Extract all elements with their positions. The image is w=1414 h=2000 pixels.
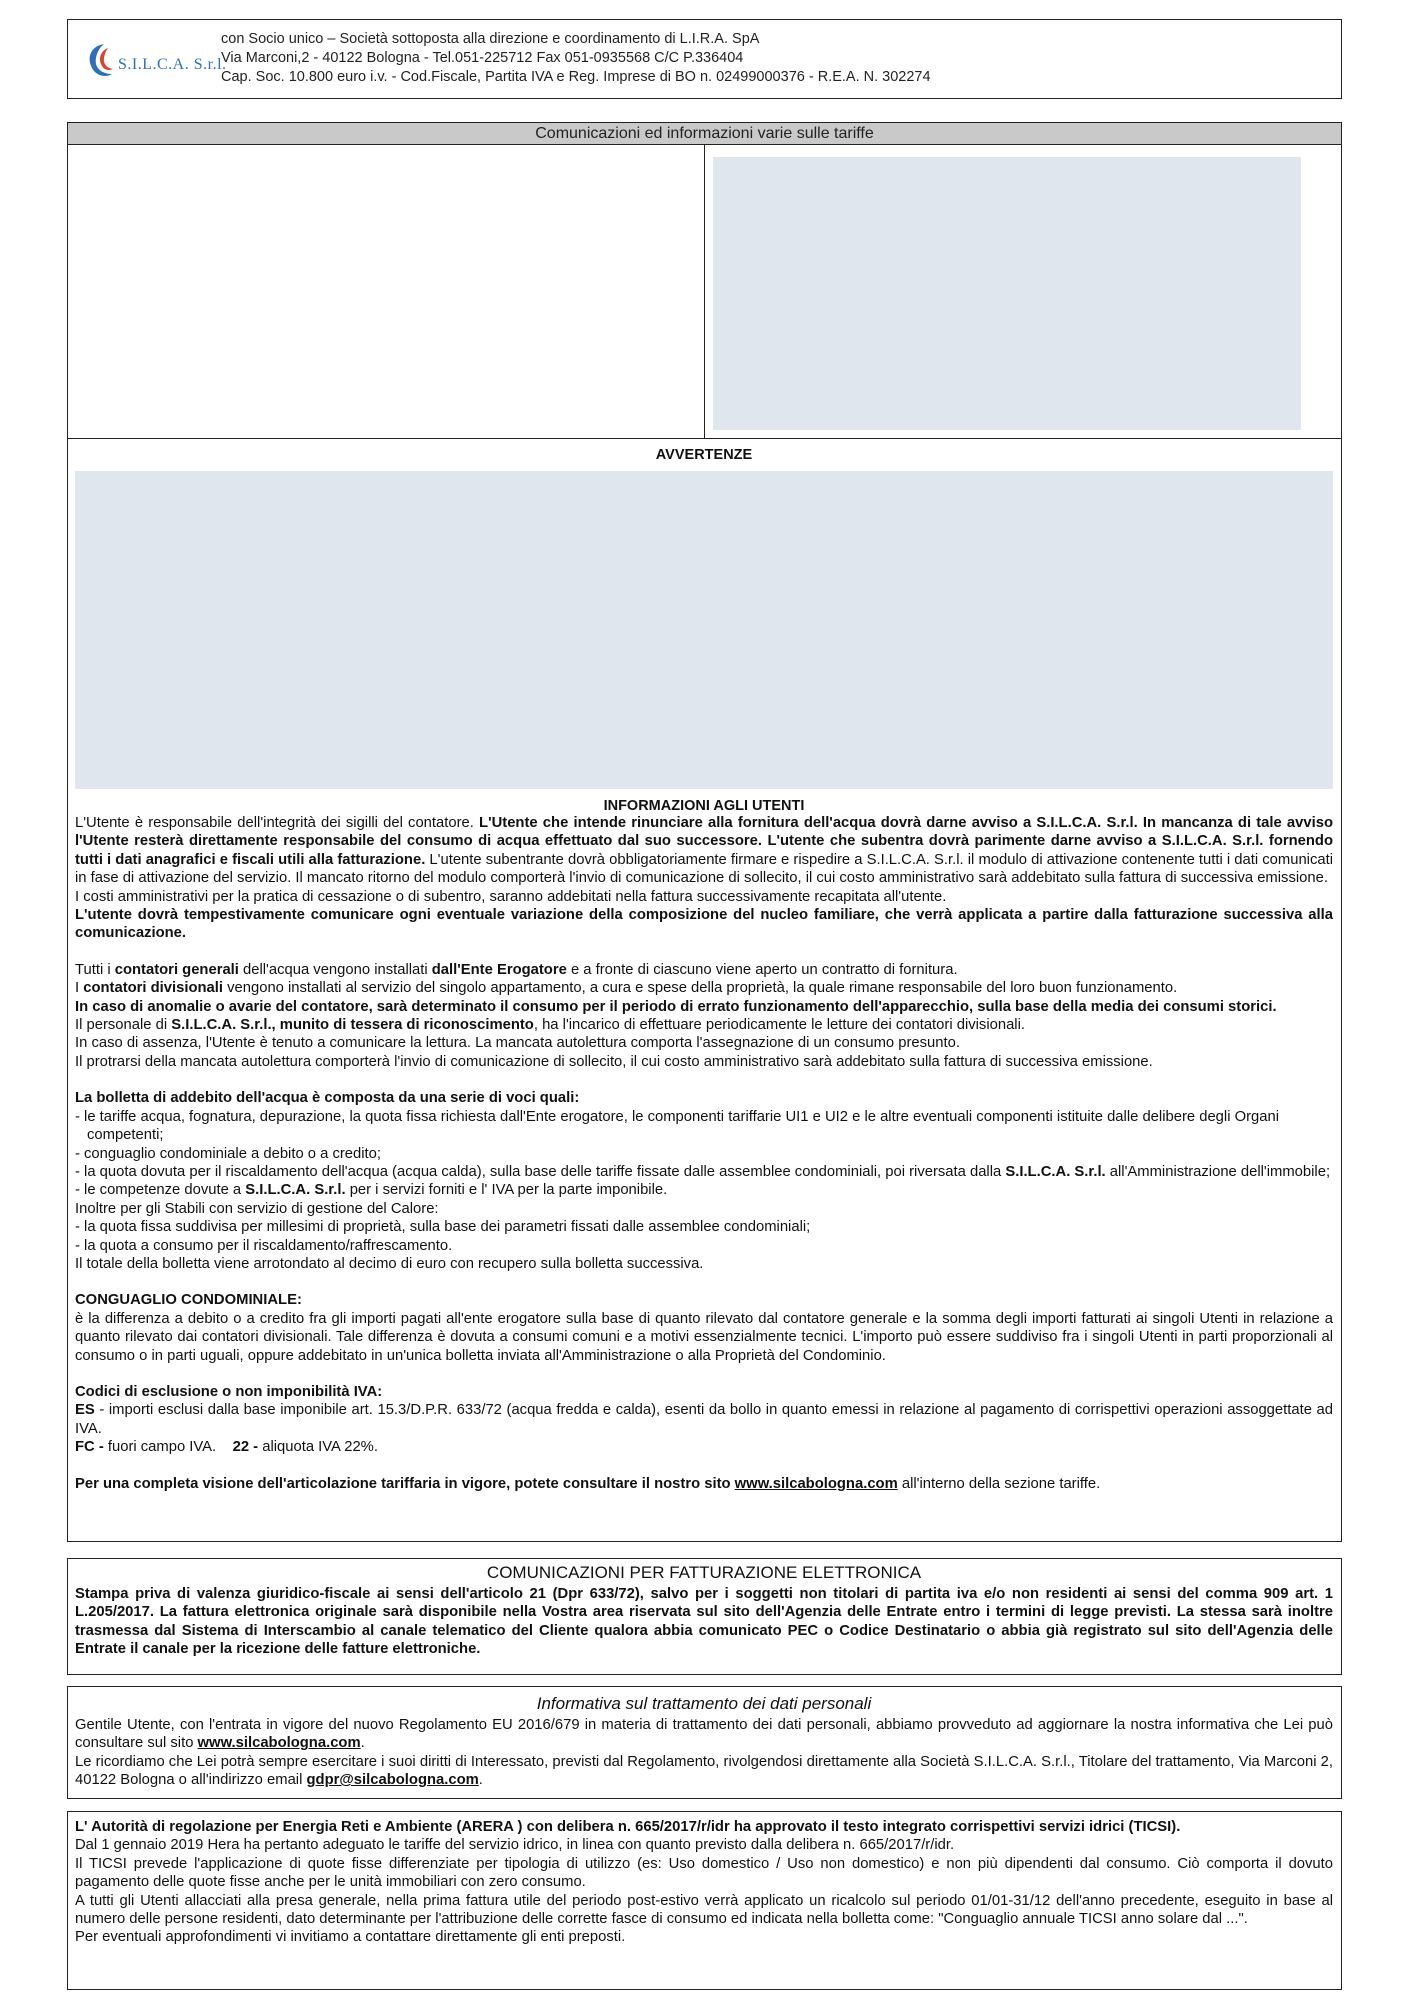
privacy-notice-box [67,1686,1342,1799]
tariff-communications-box [67,122,1342,439]
bill-title: La bolletta di addebito dell'acqua è composta da una serie di voci quali: [75,1090,580,1107]
logo-swirl-icon [82,38,122,82]
bill-item-7: - la quota a consumo per il riscaldamento/raffrescamento. [75,1237,453,1254]
bill-item-6: - la quota fissa suddivisa per millesimi di proprietà, sulla base dei parametri fissati dalle assemblee condominiali; [75,1219,811,1236]
header-line-1: con Socio unico – Società sottoposta alla direzione e coordinamento di L.I.R.A. SpA [221,31,760,47]
bill-item-4: - le competenze dovute a S.I.L.C.A. S.r.l. per i servizi forniti e l' IVA per la parte imponibile. [75,1182,668,1199]
info-paragraph-3: L'utente dovrà tempestivamente comunicare ogni eventuale variazione della composizione del nucleo familiare, che verrà applicata a partire dalla fatturazione successiva alla comunicazione. [75,907,1333,942]
tariff-communications-title: Comunicazioni ed informazioni varie sulle tariffe [68,123,1341,145]
header-line-3: Cap. Soc. 10.800 euro i.v. - Cod.Fiscale, Partita IVA e Reg. Imprese di BO n. 02499000376 - R.E.A. N. 302274 [221,69,931,85]
info-paragraph-1: L'Utente è responsabile dell'integrità dei sigilli del contatore. L'Utente che intende rinunciare alla fornitura dell'acqua dovrà darne avviso a S.I.L.C.A. S.r.l. In mancanza di tale avviso l'Utente resterà direttamente responsabile del consumo di acqua effettuato dal suo successore. L'utente che subentra dovrà parimente darne avviso a S.I.L.C.A. S.r.l. fornendo tutti i dati anagrafici e fiscali utili alla fatturazione. L'utente subentrante dovrà obbligatoriamente firmare e rispedire a S.I.L.C.A. S.r.l. il modulo di attivazione contenente tutti i dati comunicati in fase di attivazione del servizio. Il mancato ritorno del modulo comporterà l'invio di comunicazione di sollecito, il cui costo amministrativo sarà addebitato sulla fattura di successiva emissione. [75,815,1333,887]
bill-item-1: - le tariffe acqua, fognatura, depurazione, la quota fissa richiesta dall'Ente erogatore, le componenti tariffarie UI1 e UI2 e le altre eventuali componenti istituite dalle delibere degli Organi competenti; [75,1108,1280,1144]
info-paragraph-5: I contatori divisionali vengono installati al servizio del singolo appartamento, a cura e spese della proprietà, la quale rimane responsabile del loro buon funzionamento. [75,980,1178,997]
silca-website-link[interactable]: www.silcabologna.com [197,1735,361,1752]
arera-paragraph-1: L' Autorità di regolazione per Energia Reti e Ambiente (ARERA ) con delibera n. 665/2017/r/idr ha approvato il testo integrato corrispettivi servizi idrici (TICSI). [75,1819,1181,1835]
arera-paragraph-2: Dal 1 gennaio 2019 Hera ha pertanto adeguato le tariffe del servizio idrico, in linea con quanto previsto dalla delibera n. 665/2017/r/idr. [75,1837,955,1854]
redacted-area [713,157,1301,430]
company-logo [82,38,227,82]
redacted-area [75,471,1333,789]
arera-paragraph-3: Il TICSI prevede l'applicazione di quote fisse differenziate per tipologia di utilizzo (es: Uso domestico / Uso non domestico) e non più dipendenti dal consumo. Ciò comporta il dovuto pagamento delle quote fisse anche per le unità immobiliari con zero consumo. [75,1855,1333,1891]
gdpr-email-link[interactable]: gdpr@silcabologna.com [306,1772,479,1789]
iva-es: ES - importi esclusi dalla base imponibile art. 15.3/D.P.R. 633/72 (acqua fredda e calda), esenti da bollo in quanto emessi in relazione al pagamento di corrispettivi operazioni assoggettate ad IVA. [75,1402,1333,1437]
info-paragraph-8: In caso di assenza, l'Utente è tenuto a comunicare la lettura. La mancata autolettura comporta l'assegnazione di un consumo presunto. [75,1035,960,1052]
bill-item-8: Il totale della bolletta viene arrotondato al decimo di euro con recupero sulla bolletta successiva. [75,1255,704,1272]
header-line-2: Via Marconi,2 - 40122 Bologna - Tel.051-225712 Fax 051-0935568 C/C P.336404 [221,50,744,66]
einvoice-text: Stampa priva di valenza giuridico-fiscale ai sensi dell'articolo 21 (Dpr 633/72), salvo per i soggetti non titolari di partita iva e/o non residenti ai sensi del comma 909 art. 1 L.205/2017. La fattura elettronica originale sarà disponibile nella Vostra area riservata sul sito dell'Agenzia delle Entrate entro i termini di legge previsti. La stessa sarà inoltre trasmessa dal Sistema di Interscambio al canale telematico del Cliente qualora abbia comunicato PEC o Codice Destinatario o abbia già registrato sul sito dell'Agenzia delle Entrate il canale per la ricezione delle fatture elettroniche. [75,1586,1333,1658]
arera-paragraph-4: A tutti gli Utenti allacciati alla presa generale, nella prima fattura utile del periodo post-estivo verrà applicato un ricalcolo sul periodo 01/01-31/12 dell'anno precedente, eseguito in base al numero delle persone residenti, dato determinante per l'attribuzione delle corrette fasce di consumo ed indicata nella bolletta come: "Conguaglio annuale TICSI anno solare dal ...". [75,1892,1333,1928]
info-paragraph-7: Il personale di S.I.L.C.A. S.r.l., munito di tessera di riconoscimento, ha l'incarico di effettuare periodicamente le letture dei contatori divisionali. [75,1017,1025,1034]
privacy-paragraph-2: Le ricordiamo che Lei potrà sempre esercitare i suoi diritti di Interessato, previsti dal Regolamento, rivolgendosi direttamente alla Società S.I.L.C.A. S.r.l., Titolare del trattamento, Via Marconi 2, 40122 Bologna o all'indirizzo email gdpr@silcabologna.com. [75,1753,1333,1789]
conguaglio-text: è la differenza a debito o a credito fra gli importi pagati all'ente erogatore sulla base di quanto rilevato dal contatore generale e la somma degli importi fatturati ai singoli Utenti in relazione a quanto rilevato dai contatori divisionali. Tale differenza è dovuta a consumi comuni e a motivi essenzialmente tecnici. L'importo può essere suddiviso fra i singoli Utenti in parti proporzionali al consumo o in parti uguali, oppure addebitato in un'unica bolletta inviata all'Amministrazione o alla Proprietà del Condominio. [75,1310,1333,1364]
iva-title: Codici di esclusione o non imponibilità IVA: [75,1383,383,1400]
company-header [67,19,1342,99]
conguaglio-title: CONGUAGLIO CONDOMINIALE: [75,1292,302,1309]
info-paragraph-6: In caso di anomalie o avarie del contatore, sarà determinato il consumo per il periodo di errato funzionamento dell'apparecchio, sulla base della media dei consumi storici. [75,998,1277,1015]
privacy-title: Informativa sul trattamento dei dati personali [536,1694,872,1713]
bill-item-3: - la quota dovuta per il riscaldamento dell'acqua (acqua calda), sulla base delle tariffe fissate dalle assemblee condominiali, poi riversata dalla S.I.L.C.A. S.r.l. all'Amministrazione dell'immobile; [75,1163,1331,1180]
bill-item-5: Inoltre per gli Stabili con servizio di gestione del Calore: [75,1200,439,1217]
info-paragraph-9: Il protrarsi della mancata autolettura comporterà l'invio di comunicazione di sollecito, il cui costo amministrativo sarà addebitato sulla fattura di successiva emissione. [75,1053,1153,1070]
electronic-invoice-box [67,1558,1342,1675]
arera-notice-box [67,1811,1342,1990]
info-title: INFORMAZIONI AGLI UTENTI [603,798,805,814]
privacy-paragraph-1: Gentile Utente, con l'entrata in vigore del nuovo Regolamento EU 2016/679 in materia di trattamento dei dati personali, abbiamo provveduto ad aggiornare la nostra informativa che Lei può consultare sul sito www.silcabologna.com. [75,1717,1333,1752]
einvoice-title: COMUNICAZIONI PER FATTURAZIONE ELETTRONICA [486,1563,922,1582]
tariff-site-note: Per una completa visione dell'articolazione tariffaria in vigore, potete consultare il nostro sito www.silcabologna.com all'interno della sezione tariffe. [75,1475,1101,1492]
iva-fc-22: FC - fuori campo IVA. 22 - aliquota IVA 22%. [75,1439,378,1456]
info-paragraph-2: I costi amministrativi per la pratica di cessazione o di subentro, saranno addebitati nella fattura successivamente recapitata all'utente. [75,888,947,905]
column-divider [704,145,705,438]
arera-paragraph-5: Per eventuali approfondimenti vi invitiamo a contattare direttamente gli enti preposti. [75,1929,626,1946]
info-paragraph-4: Tutti i contatori generali dell'acqua vengono installati dall'Ente Erogatore e a fronte di ciascuno viene aperto un contratto di fornitura. [75,961,958,978]
bill-item-2: - conguaglio condominiale a debito o a credito; [75,1145,382,1162]
silca-website-link[interactable]: www.silcabologna.com [734,1475,898,1492]
avvertenze-title: AVVERTENZE [655,447,753,463]
notices-box [67,438,1342,1542]
logo-text: S.I.L.C.A. S.r.l. [118,56,227,73]
